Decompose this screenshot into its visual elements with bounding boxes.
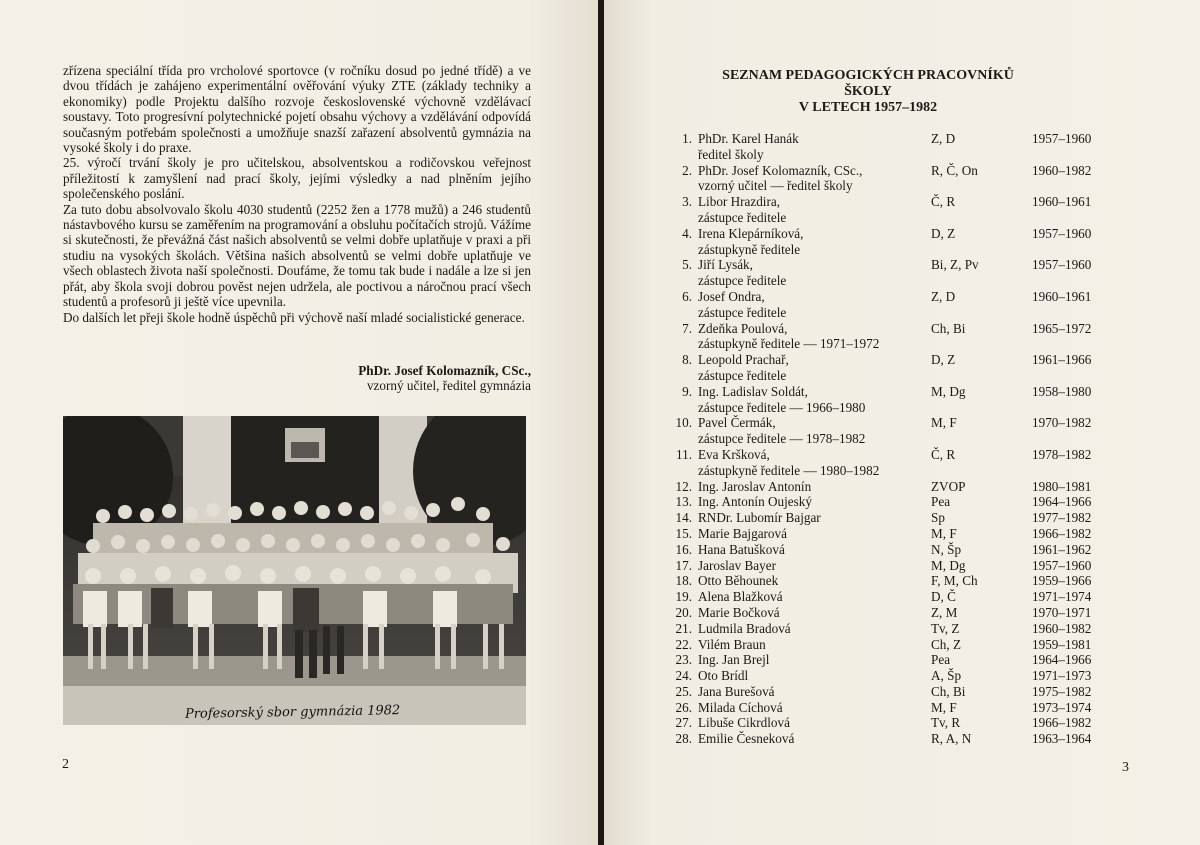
staff-subjects: Z, M bbox=[931, 604, 958, 620]
staff-number: 18. bbox=[675, 573, 692, 589]
staff-name: Josef Ondra, bbox=[698, 288, 765, 304]
staff-years: 1970–1971 bbox=[1032, 604, 1092, 620]
staff-subjects: Ch, Bi bbox=[931, 683, 966, 699]
staff-row bbox=[660, 605, 1140, 621]
staff-number: 7. bbox=[682, 320, 692, 336]
staff-row bbox=[660, 447, 1140, 463]
staff-number: 13. bbox=[675, 494, 692, 510]
staff-subjects: Pea bbox=[931, 652, 951, 668]
body-text bbox=[63, 63, 531, 325]
page-title bbox=[700, 68, 1036, 116]
staff-subjects: F, M, Ch bbox=[931, 573, 978, 589]
staff-name: Marie Bočková bbox=[698, 604, 780, 620]
staff-years: 1957–1960 bbox=[1032, 225, 1092, 241]
staff-subjects: N, Šp bbox=[931, 541, 962, 557]
staff-subjects: Z, D bbox=[931, 288, 956, 304]
staff-number: 25. bbox=[675, 683, 692, 699]
staff-years: 1960–1982 bbox=[1032, 620, 1092, 636]
signature-name: PhDr. Josef Kolomazník, CSc., bbox=[358, 363, 531, 378]
staff-row-role bbox=[660, 273, 1140, 289]
staff-years: 1964–1966 bbox=[1032, 494, 1092, 510]
staff-number: 10. bbox=[675, 415, 692, 431]
staff-number: 27. bbox=[675, 715, 692, 731]
paragraph: Do dalších let přeji škole hodně úspěchů při výchově naší mladé socialistické generace. bbox=[63, 309, 525, 325]
staff-name: Hana Batušková bbox=[698, 541, 785, 557]
staff-name: Leopold Prachař, bbox=[698, 352, 789, 368]
staff-row bbox=[660, 494, 1140, 510]
staff-number: 23. bbox=[675, 652, 692, 668]
staff-years: 1980–1981 bbox=[1032, 478, 1092, 494]
staff-name: Jiří Lysák, bbox=[698, 257, 753, 273]
staff-row bbox=[660, 589, 1140, 605]
staff-subjects: ZVOP bbox=[931, 478, 966, 494]
staff-years: 1959–1981 bbox=[1032, 636, 1092, 652]
staff-name: PhDr. Josef Kolomazník, CSc., bbox=[698, 162, 863, 178]
staff-name: Irena Klepárníková, bbox=[698, 225, 804, 241]
staff-row-role bbox=[660, 400, 1140, 416]
staff-number: 9. bbox=[682, 383, 692, 399]
staff-name: Pavel Čermák, bbox=[698, 415, 776, 431]
staff-name: Libuše Cikrdlová bbox=[698, 715, 790, 731]
staff-name: Alena Blažková bbox=[698, 589, 783, 605]
staff-row bbox=[660, 510, 1140, 526]
staff-number: 22. bbox=[675, 636, 692, 652]
staff-subjects: Pea bbox=[931, 494, 951, 510]
staff-subjects: Ch, Bi bbox=[931, 320, 966, 336]
staff-role: zástupce ředitele — 1978–1982 bbox=[698, 431, 866, 447]
staff-subjects: Z, D bbox=[931, 131, 956, 146]
staff-subjects: M, F bbox=[931, 415, 957, 431]
staff-subjects: Bi, Z, Pv bbox=[931, 257, 979, 273]
staff-number: 8. bbox=[682, 352, 692, 368]
staff-role: zástupce ředitele bbox=[698, 209, 787, 225]
staff-number: 3. bbox=[682, 194, 692, 210]
staff-number: 1. bbox=[682, 131, 692, 146]
staff-subjects: Tv, Z bbox=[931, 620, 960, 636]
staff-number: 17. bbox=[675, 557, 692, 573]
staff-subjects: M, F bbox=[931, 525, 957, 541]
staff-name: Oto Brídl bbox=[698, 668, 749, 684]
staff-number: 14. bbox=[675, 510, 692, 526]
staff-row bbox=[660, 163, 1140, 179]
staff-name: Emilie Česneková bbox=[698, 731, 795, 747]
staff-years: 1960–1961 bbox=[1032, 288, 1092, 304]
staff-number: 26. bbox=[675, 699, 692, 715]
staff-subjects: M, Dg bbox=[931, 557, 966, 573]
staff-name: Jana Burešová bbox=[698, 683, 775, 699]
staff-number: 12. bbox=[675, 478, 692, 494]
staff-name: Eva Kršková, bbox=[698, 446, 770, 462]
staff-role: zástupce ředitele — 1966–1980 bbox=[698, 399, 866, 415]
staff-number: 2. bbox=[682, 162, 692, 178]
staff-subjects: A, Šp bbox=[931, 668, 962, 684]
staff-row-role bbox=[660, 463, 1140, 479]
paragraph: Za tuto dobu absolvovalo školu 4030 studentů (2252 žen a 1778 mužů) a 246 studentů nástavbového kursu se zaměřením na programování a obsluhu počítačích strojů. Vážíme si skutečnosti, že převážná část našich absolventů se velmi dobře uplatňuje v praxi a při studiu na vysokých školách. Většina našich absolventů se velmi dobře uplatňuje ve všech oblastech života naší společnosti. Doufáme, že tomu tak bude i nadále a lze si jen přát, aby škola svoji dobrou pověst nejen udržela, ale poctivou a náročnou prací všech studentů a profesorů ji ještě více upevnila. bbox=[63, 201, 531, 310]
staff-row bbox=[660, 715, 1140, 731]
staff-name: Jaroslav Bayer bbox=[698, 557, 776, 573]
staff-years: 1966–1982 bbox=[1032, 715, 1092, 731]
staff-role: zástupce ředitele bbox=[698, 273, 787, 289]
staff-row-role bbox=[660, 210, 1140, 226]
staff-years: 1973–1974 bbox=[1032, 699, 1092, 715]
staff-name: Ing. Jan Brejl bbox=[698, 652, 770, 668]
staff-row-role bbox=[660, 147, 1140, 163]
staff-years: 1971–1974 bbox=[1032, 589, 1092, 605]
staff-row bbox=[660, 542, 1140, 558]
staff-name: Otto Běhounek bbox=[698, 573, 779, 589]
page-number: 3 bbox=[1122, 760, 1129, 775]
photo-caption: Profesorský sbor gymnázia 1982 bbox=[184, 703, 401, 722]
staff-years: 1978–1982 bbox=[1032, 446, 1092, 462]
staff-years: 1971–1973 bbox=[1032, 668, 1092, 684]
staff-name: Ing. Jaroslav Antonín bbox=[698, 478, 812, 494]
staff-number: 24. bbox=[675, 668, 692, 684]
staff-name: Zdeňka Poulová, bbox=[698, 320, 788, 336]
staff-years: 1957–1960 bbox=[1032, 257, 1092, 273]
staff-subjects: Č, R bbox=[931, 446, 956, 462]
staff-name: Ludmila Bradová bbox=[698, 620, 791, 636]
page-title-line: V LETECH 1957–1982 bbox=[798, 100, 938, 115]
staff-row bbox=[660, 352, 1140, 368]
staff-subjects: R, A, N bbox=[931, 731, 972, 747]
staff-row bbox=[660, 573, 1140, 589]
staff-list bbox=[660, 131, 1140, 747]
staff-subjects: M, F bbox=[931, 699, 957, 715]
staff-name: Ing. Antonín Oujeský bbox=[698, 494, 812, 510]
staff-subjects: Tv, R bbox=[931, 715, 961, 731]
staff-years: 1957–1960 bbox=[1032, 131, 1092, 146]
staff-row-role bbox=[660, 336, 1140, 352]
staff-subjects: R, Č, On bbox=[931, 162, 978, 178]
staff-subjects: Sp bbox=[931, 510, 945, 526]
staff-years: 1975–1982 bbox=[1032, 683, 1092, 699]
staff-number: 21. bbox=[675, 620, 692, 636]
staff-row bbox=[660, 194, 1140, 210]
staff-name: Libor Hrazdira, bbox=[698, 194, 781, 210]
page-number: 2 bbox=[62, 757, 69, 772]
staff-years: 1961–1962 bbox=[1032, 541, 1092, 557]
staff-role: ředitel školy bbox=[698, 146, 764, 162]
staff-name: RNDr. Lubomír Bajgar bbox=[698, 510, 821, 526]
staff-row bbox=[660, 415, 1140, 431]
staff-row bbox=[660, 321, 1140, 337]
group-photo-image bbox=[63, 416, 526, 725]
staff-role: vzorný učitel — ředitel školy bbox=[698, 178, 853, 194]
staff-years: 1960–1982 bbox=[1032, 162, 1092, 178]
staff-subjects: Č, R bbox=[931, 194, 956, 210]
staff-row-role bbox=[660, 368, 1140, 384]
signature-role: vzorný učitel, ředitel gymnázia bbox=[366, 378, 531, 394]
staff-years: 1961–1966 bbox=[1032, 352, 1092, 368]
left-page bbox=[0, 0, 598, 845]
paragraph: 25. výročí trvání školy je pro učitelskou, absolventskou a rodičovskou veřejnost příležitostí k zamyšlení nad prací školy, jejími výsledky a nad plněním jejího společenského poslání. bbox=[63, 155, 531, 202]
staff-number: 16. bbox=[675, 541, 692, 557]
staff-row-role bbox=[660, 242, 1140, 258]
staff-row bbox=[660, 668, 1140, 684]
staff-name: PhDr. Karel Hanák bbox=[698, 131, 799, 146]
staff-number: 4. bbox=[682, 225, 692, 241]
staff-number: 28. bbox=[675, 731, 692, 747]
paragraph: zřízena speciální třída pro vrcholové sportovce (v ročníku dosud po jedné třídě) a ve dvou třídách je zahájeno experimentální ověřování výuky ZTE (základy techniky a ekonomiky) podle Projektu dalšího rozvoje československé výchovně vzdělávací soustavy. Toto progresívní polytechnické pojetí obsahu výchovy a vzdělávání odpovídá současným potřebám společnosti a umožňuje snazší zařazení absolventů gymnázia na vysoké školy i do praxe. bbox=[63, 63, 531, 156]
staff-row bbox=[660, 131, 1140, 147]
staff-years: 1958–1980 bbox=[1032, 383, 1092, 399]
staff-subjects: D, Č bbox=[931, 589, 956, 605]
staff-row-role bbox=[660, 305, 1140, 321]
staff-row bbox=[660, 558, 1140, 574]
staff-row-role bbox=[660, 178, 1140, 194]
staff-years: 1966–1982 bbox=[1032, 525, 1092, 541]
page-title-line: SEZNAM PEDAGOGICKÝCH PRACOVNÍKŮ ŠKOLY bbox=[722, 68, 1014, 99]
staff-row-role bbox=[660, 431, 1140, 447]
staff-years: 1960–1961 bbox=[1032, 194, 1092, 210]
staff-subjects: M, Dg bbox=[931, 383, 966, 399]
staff-years: 1959–1966 bbox=[1032, 573, 1092, 589]
staff-years: 1957–1960 bbox=[1032, 557, 1092, 573]
staff-row bbox=[660, 289, 1140, 305]
staff-number: 5. bbox=[682, 257, 692, 273]
staff-years: 1977–1982 bbox=[1032, 510, 1092, 526]
staff-role: zástupce ředitele bbox=[698, 367, 787, 383]
group-photo bbox=[63, 416, 526, 725]
staff-number: 15. bbox=[675, 525, 692, 541]
staff-row bbox=[660, 621, 1140, 637]
staff-row bbox=[660, 479, 1140, 495]
staff-years: 1965–1972 bbox=[1032, 320, 1092, 336]
staff-name: Milada Cíchová bbox=[698, 699, 783, 715]
staff-row bbox=[660, 257, 1140, 273]
staff-role: zástupkyně ředitele — 1971–1972 bbox=[698, 336, 880, 352]
staff-name: Ing. Ladislav Soldát, bbox=[698, 383, 808, 399]
staff-subjects: D, Z bbox=[931, 352, 956, 368]
staff-number: 19. bbox=[675, 589, 692, 605]
staff-name: Marie Bajgarová bbox=[698, 525, 787, 541]
staff-number: 6. bbox=[682, 288, 692, 304]
staff-subjects: Ch, Z bbox=[931, 636, 962, 652]
staff-years: 1964–1966 bbox=[1032, 652, 1092, 668]
staff-role: zástupkyně ředitele bbox=[698, 241, 801, 257]
staff-role: zástupkyně ředitele — 1980–1982 bbox=[698, 462, 880, 478]
staff-row bbox=[660, 637, 1140, 653]
staff-row bbox=[660, 526, 1140, 542]
staff-number: 20. bbox=[675, 604, 692, 620]
staff-row bbox=[660, 226, 1140, 242]
staff-role: zástupce ředitele bbox=[698, 304, 787, 320]
staff-row bbox=[660, 684, 1140, 700]
staff-number: 11. bbox=[676, 446, 692, 462]
staff-years: 1963–1964 bbox=[1032, 731, 1092, 747]
staff-years: 1970–1982 bbox=[1032, 415, 1092, 431]
signature-block bbox=[250, 363, 531, 394]
staff-row bbox=[660, 700, 1140, 716]
staff-name: Vilém Braun bbox=[698, 636, 766, 652]
staff-row bbox=[660, 652, 1140, 668]
staff-row bbox=[660, 384, 1140, 400]
staff-row bbox=[660, 731, 1140, 747]
staff-subjects: D, Z bbox=[931, 225, 956, 241]
